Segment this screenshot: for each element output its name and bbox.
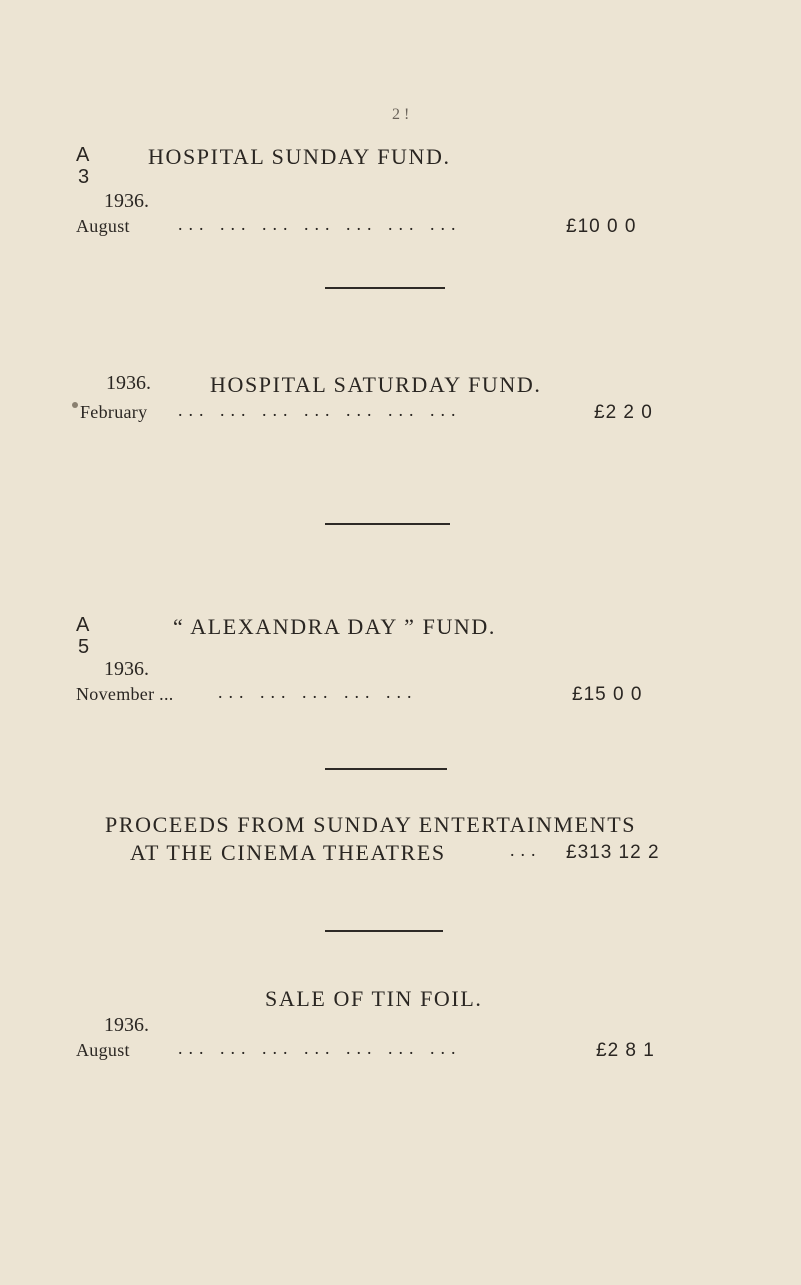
section-title-line1: PROCEEDS FROM SUNDAY ENTERTAINMENTS bbox=[105, 812, 637, 837]
section-year: 1936. bbox=[104, 658, 149, 680]
entry-amount: £313 12 2 bbox=[566, 842, 660, 863]
section-title: SALE OF TIN FOIL. bbox=[265, 986, 483, 1011]
entry-label: November ... bbox=[76, 684, 174, 704]
section-divider bbox=[325, 287, 445, 289]
dot-leader: ... ... ... ... ... bbox=[218, 682, 418, 702]
section-marker-letter: A bbox=[76, 614, 90, 636]
section-divider bbox=[325, 523, 450, 525]
entry-amount: £10 0 0 bbox=[566, 216, 637, 237]
section-divider bbox=[325, 930, 443, 932]
section-marker-number: 5 bbox=[78, 636, 90, 658]
section-year: 1936. bbox=[106, 372, 151, 394]
page-number: 2 ! bbox=[392, 106, 410, 123]
section-marker-number: 3 bbox=[78, 166, 90, 188]
entry-amount: £15 0 0 bbox=[572, 684, 643, 705]
entry-label: August bbox=[76, 1040, 130, 1060]
dot-leader: ... bbox=[510, 840, 542, 860]
entry-label: February bbox=[80, 402, 148, 422]
section-title: “ ALEXANDRA DAY ” FUND. bbox=[173, 614, 497, 639]
section-divider bbox=[325, 768, 447, 770]
section-year: 1936. bbox=[104, 190, 149, 212]
entry-label: August bbox=[76, 216, 130, 236]
section-year: 1936. bbox=[104, 1014, 149, 1036]
page-blemish bbox=[72, 402, 78, 408]
section-title: HOSPITAL SATURDAY FUND. bbox=[210, 372, 542, 397]
entry-amount: £2 8 1 bbox=[596, 1040, 655, 1061]
dot-leader: ... ... ... ... ... ... ... bbox=[178, 214, 462, 234]
section-title: HOSPITAL SUNDAY FUND. bbox=[148, 144, 451, 169]
section-title-line2: AT THE CINEMA THEATRES bbox=[130, 840, 446, 865]
dot-leader: ... ... ... ... ... ... ... bbox=[178, 400, 462, 420]
section-marker-letter: A bbox=[76, 144, 90, 166]
entry-amount: £2 2 0 bbox=[594, 402, 653, 423]
dot-leader: ... ... ... ... ... ... ... bbox=[178, 1038, 462, 1058]
